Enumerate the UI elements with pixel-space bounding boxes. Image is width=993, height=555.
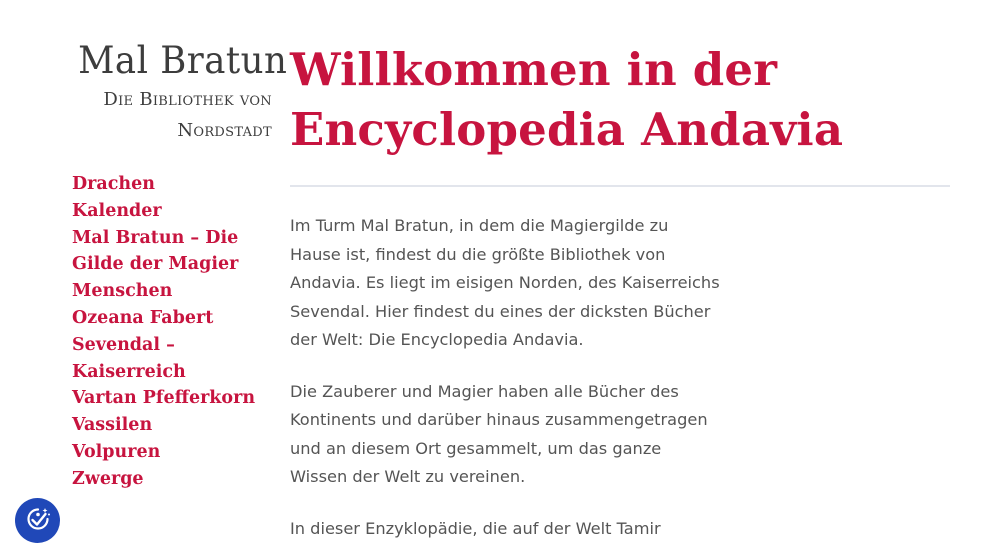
sidebar-link-vassilen[interactable]: Vassilen [72, 415, 153, 436]
sidebar-item [72, 305, 277, 332]
encyclopedia-paragraph: In dieser Enzyklopädie, die auf der Welt Tamir [290, 518, 661, 538]
sidebar-item [72, 278, 277, 305]
accessibility-button[interactable] [15, 498, 60, 543]
sidebar-link-menschen[interactable]: Menschen [72, 281, 173, 302]
logo-title: Mal Bratun [78, 39, 288, 82]
sidebar-link-ozeana-fabert[interactable]: Ozeana Fabert [72, 307, 214, 328]
sidebar-link-mal-bratun[interactable]: Mal Bratun – Die Gilde der Magier [72, 227, 239, 275]
page-title: Willkommen in der Encyclopedia Andavia [290, 43, 844, 156]
sidebar-item [72, 412, 277, 439]
logo-subtitle-line1: Die Bibliothek von [103, 89, 272, 110]
site-logo[interactable] [70, 39, 288, 150]
sidebar-link-zwerge[interactable]: Zwerge [72, 468, 144, 489]
accessibility-icon [23, 504, 53, 538]
sidebar-item [72, 439, 277, 466]
sidebar-link-sevendal[interactable]: Sevendal – Kaiserreich [72, 334, 186, 382]
main-content [290, 212, 720, 555]
sidebar-item [72, 225, 277, 279]
sidebar-link-drachen[interactable]: Drachen [72, 174, 155, 194]
sidebar-item [72, 332, 277, 386]
title-divider [290, 185, 950, 187]
logo-subtitle-line2: Nordstadt [177, 120, 272, 141]
sidebar-link-volpuren[interactable]: Volpuren [72, 441, 161, 462]
sidebar-item [72, 198, 277, 225]
sidebar-item [72, 466, 277, 493]
sidebar-navigation [72, 171, 277, 493]
sidebar-item [72, 385, 277, 412]
collection-paragraph: Die Zauberer und Magier haben alle Bücher des Kontinents und darüber hinaus zusammengetragen und an diesem Ort gesammelt, um das ganze Wissen der Welt zu vereinen. [290, 381, 708, 486]
sidebar-link-vartan-pfefferkorn[interactable]: Vartan Pfefferkorn [72, 388, 256, 409]
sidebar-item [72, 171, 277, 198]
intro-paragraph: Im Turm Mal Bratun, in dem die Magiergilde zu Hause ist, findest du die größte Bibliothek von Andavia. Es liegt im eisigen Norden, des Kaiserreichs Sevendal. Hier findest du eines der dicksten Bücher der Welt: Die Encyclopedia Andavia. [290, 216, 720, 349]
sidebar-link-kalender[interactable]: Kalender [72, 200, 162, 221]
